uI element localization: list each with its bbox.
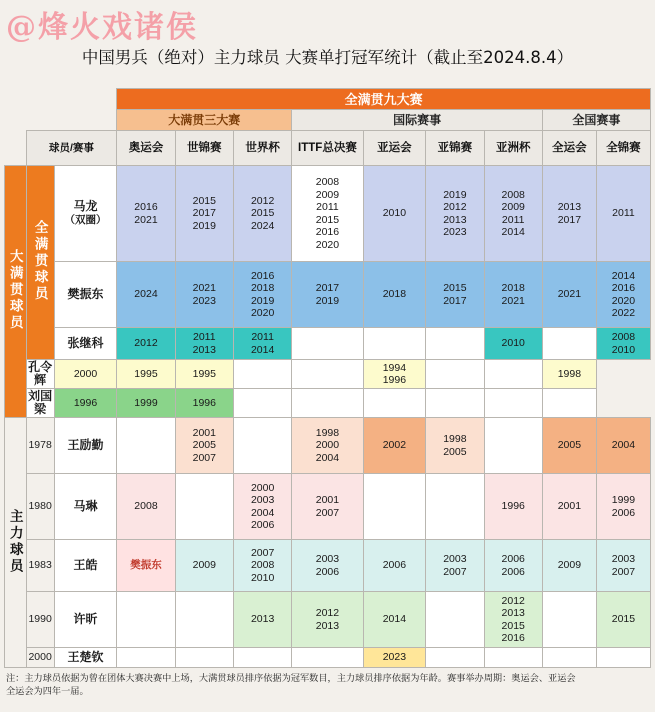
header-corner-label: 球员/赛事 (26, 131, 117, 166)
header-group-domestic: 全国赛事 (542, 110, 650, 131)
side-label-grand-slam (26, 166, 54, 360)
table-row (5, 360, 651, 389)
cell-lgl-nationalchamp (542, 389, 596, 418)
side-label-grand-outer-text: 大满贯球员 (7, 249, 23, 332)
cell-klh-nationalchamp: 1998 (542, 360, 596, 389)
corner-spacer (5, 89, 27, 166)
cell-klh-worldcup: 1995 (175, 360, 233, 389)
cell-wcq-olympics (117, 648, 175, 668)
cell-lgl-ittf (233, 389, 291, 418)
cell-malong-worldchamp: 2015 2017 2019 (175, 166, 233, 262)
cell-zjk-asiangames (363, 328, 426, 360)
footnote-line-1: 注：主力球员依据为曾在团体大赛决赛中上场，大满贯球员排序依据为冠军数目，主力球员排序依据为年龄。赛事举办周期：奥运会、亚运会 (6, 673, 576, 684)
player-name-wangchuqin: 王楚钦 (54, 648, 117, 668)
cell-year-wlq: 1978 (26, 418, 54, 474)
cell-xx-ittf: 2012 2013 (292, 592, 363, 648)
cell-ml2-ittf: 2001 2007 (292, 474, 363, 540)
statistics-table-wrapper (4, 88, 651, 668)
cell-ml2-olympics: 2008 (117, 474, 175, 540)
cell-wh-nationalgames: 2009 (542, 540, 596, 592)
header-col-olympics: 奥运会 (117, 131, 175, 166)
cell-ml2-worldcup: 2000 2003 2004 2006 (233, 474, 291, 540)
cell-zjk-asiancup: 2010 (484, 328, 542, 360)
cell-xx-asianchamp (426, 592, 484, 648)
cell-fzd-olympics: 2024 (117, 262, 175, 328)
player-name-zhangjike: 张继科 (54, 328, 117, 360)
cell-xx-worldchamp (175, 592, 233, 648)
side-label-main-players-text: 主力球员 (7, 508, 23, 575)
cell-wlq-nationalchamp: 2004 (596, 418, 650, 474)
table-row (5, 648, 651, 668)
cell-malong-nationalgames: 2013 2017 (542, 166, 596, 262)
side-label-grand-outer (5, 166, 27, 418)
cell-wlq-asianchamp: 1998 2005 (426, 418, 484, 474)
cell-xx-nationalgames (542, 592, 596, 648)
cell-wlq-olympics (117, 418, 175, 474)
cell-klh-olympics: 2000 (54, 360, 117, 389)
table-row (5, 262, 651, 328)
cell-zjk-nationalchamp: 2008 2010 (596, 328, 650, 360)
cell-wh-worldcup: 2007 2008 2010 (233, 540, 291, 592)
player-name-liuguoliang: 刘国梁 (26, 389, 54, 418)
cell-lgl-nationalgames (484, 389, 542, 418)
page-title: 中国男兵（绝对）主力球员 大赛单打冠军统计（截止至2024.8.4） (81, 48, 574, 67)
header-group-slam: 大满贯三大赛 (117, 110, 292, 131)
cell-wcq-nationalchamp (596, 648, 650, 668)
cell-zjk-ittf (292, 328, 363, 360)
table-row (5, 592, 651, 648)
player-name-fanzhendong: 樊振东 (54, 262, 117, 328)
cell-xx-olympics (117, 592, 175, 648)
cell-wh-nationalchamp: 2003 2007 (596, 540, 650, 592)
cell-malong-asiangames: 2010 (363, 166, 426, 262)
cell-wlq-worldcup (233, 418, 291, 474)
header-col-asiancup: 亚洲杯 (484, 131, 542, 166)
cell-lgl-asianchamp (363, 389, 426, 418)
cell-fzd-nationalchamp: 2014 2016 2020 2022 (596, 262, 650, 328)
header-grand-nine: 全满贯九大赛 (117, 89, 651, 110)
header-col-worldchamp: 世锦赛 (175, 131, 233, 166)
cell-lgl-asiancup (426, 389, 484, 418)
footnote (6, 673, 651, 698)
cell-ml2-asianchamp (426, 474, 484, 540)
cell-wlq-nationalgames: 2005 (542, 418, 596, 474)
header-col-ittf-finals: ITTF总决赛 (292, 131, 363, 166)
cell-year-malin: 1980 (26, 474, 54, 540)
header-col-nationalgames: 全运会 (542, 131, 596, 166)
cell-fzd-asiangames: 2018 (363, 262, 426, 328)
player-name-malong: 马龙 （双圈） (54, 166, 117, 262)
cell-malong-nationalchamp: 2011 (596, 166, 650, 262)
corner-spacer3 (26, 110, 117, 131)
table-row (5, 474, 651, 540)
cell-wlq-worldchamp: 2001 2005 2007 (175, 418, 233, 474)
side-label-grand-slam-text: 全满贯球员 (32, 220, 48, 303)
cell-xx-worldcup: 2013 (233, 592, 291, 648)
cell-fzd-asiancup: 2018 2021 (484, 262, 542, 328)
cell-wcq-nationalgames (542, 648, 596, 668)
cell-wh-asiangames: 2006 (363, 540, 426, 592)
cell-klh-asianchamp: 1994 1996 (363, 360, 426, 389)
cell-fzd-ittf: 2017 2019 (292, 262, 363, 328)
header-col-nationalchamp: 全锦赛 (596, 131, 650, 166)
cell-wlq-ittf: 1998 2000 2004 (292, 418, 363, 474)
cell-xx-asiangames: 2014 (363, 592, 426, 648)
cell-ml2-worldchamp (175, 474, 233, 540)
cell-wcq-ittf (292, 648, 363, 668)
cell-year-wangchuqin: 2000 (26, 648, 54, 668)
cell-fzd-asianchamp: 2015 2017 (426, 262, 484, 328)
player-name-wangliqin: 王励勤 (54, 418, 117, 474)
cell-wcq-asiangames: 2023 (363, 648, 426, 668)
cell-klh-asiancup (426, 360, 484, 389)
cell-wlq-asiancup (484, 418, 542, 474)
cell-lgl-asiangames (292, 389, 363, 418)
footnote-line-2: 全运会为四年一届。 (6, 685, 89, 697)
player-name-konglinghui: 孔令辉 (26, 360, 54, 389)
cell-year-wanghao: 1983 (26, 540, 54, 592)
header-col-asiangames: 亚运会 (363, 131, 426, 166)
cell-wcq-asianchamp (426, 648, 484, 668)
cell-wcq-worldchamp (175, 648, 233, 668)
cell-wh-asiancup: 2006 2006 (484, 540, 542, 592)
cell-lgl-worldchamp: 1999 (117, 389, 175, 418)
cell-malong-olympics: 2016 2021 (117, 166, 175, 262)
cell-fzd-worldcup: 2016 2018 2019 2020 (233, 262, 291, 328)
cell-zjk-worldcup: 2011 2014 (233, 328, 291, 360)
header-row-columns (5, 131, 651, 166)
cell-klh-ittf (233, 360, 291, 389)
cell-ml2-asiangames (363, 474, 426, 540)
player-name-xuxin: 许昕 (54, 592, 117, 648)
corner-spacer2 (26, 89, 117, 110)
cell-malong-asianchamp: 2019 2012 2013 2023 (426, 166, 484, 262)
cell-klh-nationalgames (484, 360, 542, 389)
cell-ml2-nationalgames: 2001 (542, 474, 596, 540)
cell-wlq-asiangames: 2002 (363, 418, 426, 474)
cell-fzd-nationalgames: 2021 (542, 262, 596, 328)
table-row (5, 389, 651, 418)
cell-malong-asiancup: 2008 2009 2011 2014 (484, 166, 542, 262)
cell-wh-ittf: 2003 2006 (292, 540, 363, 592)
cell-lgl-worldcup: 1996 (175, 389, 233, 418)
cell-wh-olympics: 樊振东 (117, 540, 175, 592)
header-row-grand (5, 89, 651, 110)
cell-ml2-nationalchamp: 1999 2006 (596, 474, 650, 540)
player-name-wanghao: 王皓 (54, 540, 117, 592)
cell-klh-asiangames (292, 360, 363, 389)
header-col-worldcup: 世界杯 (233, 131, 291, 166)
cell-xx-nationalchamp: 2015 (596, 592, 650, 648)
table-row (5, 540, 651, 592)
cell-zjk-nationalgames (542, 328, 596, 360)
player-name-malin: 马琳 (54, 474, 117, 540)
cell-wh-worldchamp: 2009 (175, 540, 233, 592)
cell-ml2-asiancup: 1996 (484, 474, 542, 540)
cell-zjk-worldchamp: 2011 2013 (175, 328, 233, 360)
header-row-groups (5, 110, 651, 131)
cell-xx-asiancup: 2012 2013 2015 2016 (484, 592, 542, 648)
cell-lgl-olympics: 1996 (54, 389, 117, 418)
cell-wcq-worldcup (233, 648, 291, 668)
cell-wh-asianchamp: 2003 2007 (426, 540, 484, 592)
cell-fzd-worldchamp: 2021 2023 (175, 262, 233, 328)
table-row (5, 418, 651, 474)
cell-malong-worldcup: 2012 2015 2024 (233, 166, 291, 262)
watermark: @烽火戏诸侯 (6, 10, 198, 45)
table-row (5, 166, 651, 262)
side-label-main-players (5, 418, 27, 668)
cell-year-xuxin: 1990 (26, 592, 54, 648)
statistics-table (4, 88, 651, 668)
cell-zjk-olympics: 2012 (117, 328, 175, 360)
cell-zjk-asianchamp (426, 328, 484, 360)
cell-wcq-asiancup (484, 648, 542, 668)
header-group-intl: 国际赛事 (292, 110, 543, 131)
table-row (5, 328, 651, 360)
cell-klh-worldchamp: 1995 (117, 360, 175, 389)
cell-malong-ittf: 2008 2009 2011 2015 2016 2020 (292, 166, 363, 262)
header-col-asianchamp: 亚锦赛 (426, 131, 484, 166)
